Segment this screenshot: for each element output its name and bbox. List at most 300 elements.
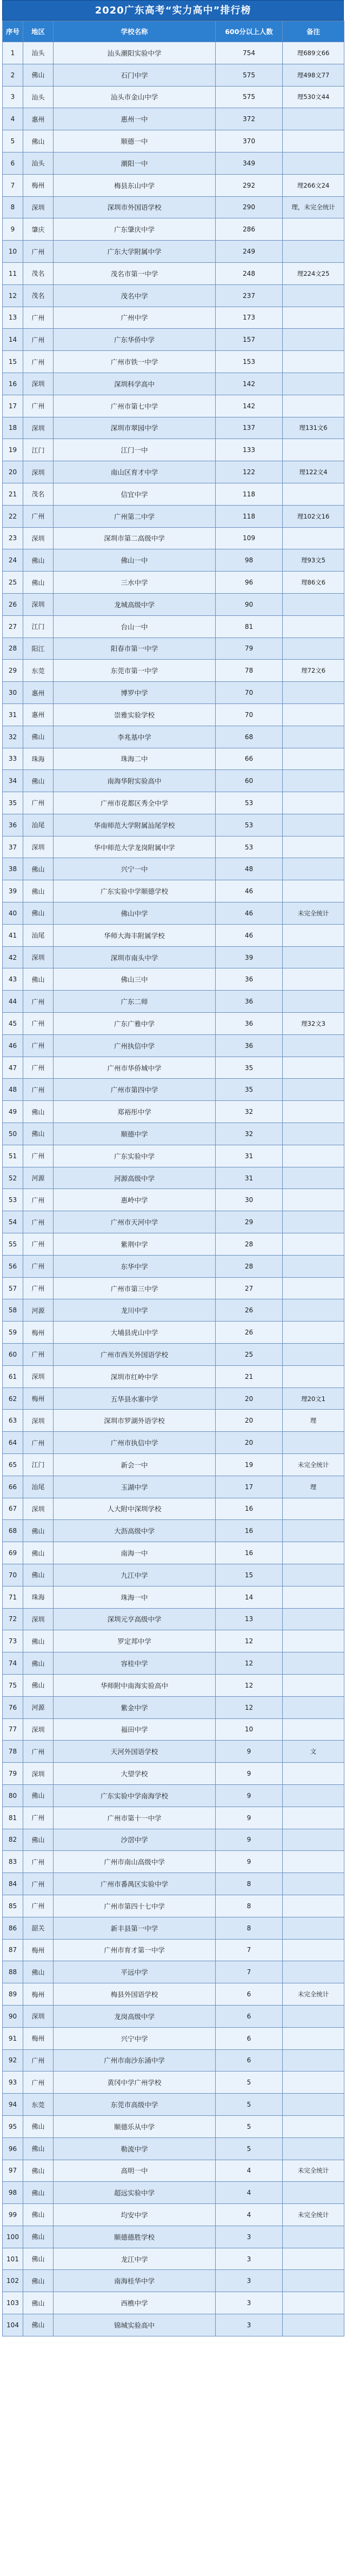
school-cell: 广州市铁一中学 <box>54 351 216 373</box>
table-row <box>3 792 344 814</box>
note-cell <box>283 1652 344 1675</box>
rank-cell: 26 <box>3 593 23 615</box>
note-cell <box>283 130 344 152</box>
school-cell: 华师附中南海实验高中 <box>54 1674 216 1696</box>
count-cell: 31 <box>216 1167 283 1189</box>
ranking-table <box>2 21 344 2336</box>
count-cell: 28 <box>216 1233 283 1256</box>
note-cell <box>283 2248 344 2270</box>
note-cell <box>283 726 344 748</box>
city-cell: 佛山 <box>23 2314 54 2336</box>
school-cell: 广东实验中学顺德学校 <box>54 880 216 902</box>
count-cell: 70 <box>216 682 283 704</box>
rank-cell: 76 <box>3 1696 23 1718</box>
school-cell: 南海华附实验高中 <box>54 770 216 792</box>
city-cell: 深圳 <box>23 1763 54 1785</box>
school-cell: 龙江中学 <box>54 2248 216 2270</box>
rank-cell: 22 <box>3 505 23 527</box>
count-cell: 575 <box>216 64 283 86</box>
note-cell <box>283 373 344 395</box>
table-row <box>3 703 344 726</box>
rank-cell: 7 <box>3 174 23 196</box>
city-cell: 佛山 <box>23 880 54 902</box>
city-cell: 广州 <box>23 1895 54 1917</box>
count-cell: 79 <box>216 638 283 660</box>
city-cell: 广州 <box>23 1807 54 1829</box>
rank-cell: 85 <box>3 1895 23 1917</box>
city-cell: 汕尾 <box>23 814 54 836</box>
school-cell: 顺德乐从中学 <box>54 2115 216 2137</box>
table-row <box>3 307 344 329</box>
count-cell: 142 <box>216 395 283 417</box>
city-cell: 广州 <box>23 1741 54 1763</box>
city-cell: 佛山 <box>23 1542 54 1564</box>
count-cell: 98 <box>216 549 283 572</box>
city-cell: 梅州 <box>23 1387 54 1410</box>
note-cell <box>283 1365 344 1387</box>
rank-cell: 64 <box>3 1432 23 1454</box>
note-cell <box>283 880 344 902</box>
table-row <box>3 1344 344 1366</box>
city-cell: 佛山 <box>23 2204 54 2226</box>
note-cell <box>283 2292 344 2314</box>
note-cell <box>283 1167 344 1189</box>
school-cell: 广州市第七中学 <box>54 395 216 417</box>
city-cell: 佛山 <box>23 726 54 748</box>
rank-cell: 19 <box>3 439 23 461</box>
count-cell: 19 <box>216 1454 283 1476</box>
table-row <box>3 593 344 615</box>
table-row <box>3 527 344 549</box>
count-cell: 9 <box>216 1784 283 1807</box>
table-row <box>3 2049 344 2072</box>
city-cell: 汕头 <box>23 42 54 64</box>
note-cell <box>283 1034 344 1057</box>
table-row <box>3 1145 344 1167</box>
school-cell: 崇雅实验学校 <box>54 703 216 726</box>
rank-cell: 96 <box>3 2137 23 2160</box>
city-cell: 广州 <box>23 2049 54 2072</box>
note-cell <box>283 1211 344 1233</box>
table-header <box>3 21 344 42</box>
table-row <box>3 42 344 64</box>
table-row <box>3 660 344 682</box>
count-cell: 36 <box>216 1034 283 1057</box>
city-cell: 惠州 <box>23 703 54 726</box>
rank-cell: 36 <box>3 814 23 836</box>
school-cell: 新丰县第一中学 <box>54 1917 216 1939</box>
rank-cell: 94 <box>3 2094 23 2116</box>
rank-cell: 41 <box>3 924 23 946</box>
count-cell: 35 <box>216 1079 283 1101</box>
table-row <box>3 1784 344 1807</box>
note-cell <box>283 1586 344 1608</box>
count-cell: 8 <box>216 1917 283 1939</box>
school-cell: 深圳科学高中 <box>54 373 216 395</box>
rank-cell: 49 <box>3 1101 23 1123</box>
count-cell: 575 <box>216 86 283 108</box>
city-cell: 佛山 <box>23 770 54 792</box>
note-cell: 理102文16 <box>283 505 344 527</box>
rank-cell: 86 <box>3 1917 23 1939</box>
table-row <box>3 1696 344 1718</box>
school-cell: 珠海一中 <box>54 1586 216 1608</box>
count-cell: 13 <box>216 1608 283 1630</box>
school-cell: 深圳市罗湖外语学校 <box>54 1410 216 1432</box>
school-cell: 河源高级中学 <box>54 1167 216 1189</box>
school-cell: 台山一中 <box>54 615 216 638</box>
rank-cell: 103 <box>3 2292 23 2314</box>
note-cell <box>283 439 344 461</box>
note-cell <box>283 1763 344 1785</box>
city-cell: 佛山 <box>23 1674 54 1696</box>
rank-cell: 33 <box>3 748 23 770</box>
count-cell: 12 <box>216 1630 283 1652</box>
count-cell: 9 <box>216 1807 283 1829</box>
school-cell: 大望学校 <box>54 1763 216 1785</box>
count-cell: 370 <box>216 130 283 152</box>
table-row <box>3 1542 344 1564</box>
rank-cell: 9 <box>3 218 23 241</box>
city-cell: 深圳 <box>23 1718 54 1741</box>
note-cell <box>283 593 344 615</box>
note-cell <box>283 1718 344 1741</box>
note-cell <box>283 836 344 858</box>
rank-cell: 56 <box>3 1255 23 1277</box>
count-cell: 31 <box>216 1145 283 1167</box>
rank-cell: 39 <box>3 880 23 902</box>
school-cell: 东华中学 <box>54 1255 216 1277</box>
count-cell: 372 <box>216 108 283 130</box>
count-cell: 3 <box>216 2314 283 2336</box>
school-cell: 深圳市红岭中学 <box>54 1365 216 1387</box>
rank-cell: 17 <box>3 395 23 417</box>
table-row <box>3 284 344 307</box>
count-cell: 133 <box>216 439 283 461</box>
table-row <box>3 1233 344 1256</box>
city-cell: 东莞 <box>23 2094 54 2116</box>
rank-cell: 31 <box>3 703 23 726</box>
city-cell: 佛山 <box>23 1829 54 1851</box>
rank-cell: 54 <box>3 1211 23 1233</box>
city-cell: 佛山 <box>23 1520 54 1542</box>
city-cell: 佛山 <box>23 2248 54 2270</box>
table-row <box>3 2137 344 2160</box>
rank-cell: 35 <box>3 792 23 814</box>
school-cell: 沙滘中学 <box>54 1829 216 1851</box>
rank-cell: 21 <box>3 483 23 505</box>
city-cell: 惠州 <box>23 682 54 704</box>
school-cell: 广州市第三中学 <box>54 1277 216 1299</box>
school-cell: 兴宁一中 <box>54 858 216 880</box>
rank-cell: 6 <box>3 152 23 174</box>
table-row <box>3 924 344 946</box>
table-row <box>3 1079 344 1101</box>
table-row <box>3 1365 344 1387</box>
rank-cell: 3 <box>3 86 23 108</box>
table-row <box>3 1277 344 1299</box>
school-cell: 汕头潮阳实验中学 <box>54 42 216 64</box>
count-cell: 3 <box>216 2248 283 2270</box>
city-cell: 佛山 <box>23 1101 54 1123</box>
count-cell: 66 <box>216 748 283 770</box>
note-cell: 理20文1 <box>283 1387 344 1410</box>
table-row <box>3 351 344 373</box>
count-cell: 8 <box>216 1873 283 1895</box>
count-cell: 36 <box>216 991 283 1013</box>
school-cell: 广州市第十一中学 <box>54 1807 216 1829</box>
school-cell: 潮阳一中 <box>54 152 216 174</box>
table-row <box>3 902 344 925</box>
table-row <box>3 108 344 130</box>
count-cell: 118 <box>216 483 283 505</box>
school-cell: 华南师范大学附属汕尾学校 <box>54 814 216 836</box>
city-cell: 深圳 <box>23 196 54 218</box>
table-row <box>3 1410 344 1432</box>
count-cell: 7 <box>216 1961 283 1983</box>
city-cell: 广州 <box>23 395 54 417</box>
city-cell: 茂名 <box>23 483 54 505</box>
rank-cell: 104 <box>3 2314 23 2336</box>
table-row <box>3 1763 344 1785</box>
city-cell: 惠州 <box>23 108 54 130</box>
city-cell: 东莞 <box>23 660 54 682</box>
table-row <box>3 1057 344 1079</box>
count-cell: 249 <box>216 241 283 263</box>
table-row <box>3 152 344 174</box>
rank-cell: 14 <box>3 329 23 351</box>
count-cell: 137 <box>216 417 283 439</box>
note-cell: 未完全统计 <box>283 1983 344 2006</box>
rank-cell: 75 <box>3 1674 23 1696</box>
count-cell: 3 <box>216 2292 283 2314</box>
table-row <box>3 1476 344 1498</box>
note-cell <box>283 770 344 792</box>
note-cell <box>283 1432 344 1454</box>
school-cell: 九江中学 <box>54 1564 216 1586</box>
rank-cell: 38 <box>3 858 23 880</box>
school-cell: 石门中学 <box>54 64 216 86</box>
school-cell: 汕头市金山中学 <box>54 86 216 108</box>
count-cell: 53 <box>216 836 283 858</box>
rank-cell: 25 <box>3 572 23 594</box>
table-row <box>3 2115 344 2137</box>
city-cell: 梅州 <box>23 1939 54 1961</box>
note-cell <box>283 2115 344 2137</box>
city-cell: 江门 <box>23 1454 54 1476</box>
count-cell: 6 <box>216 2027 283 2049</box>
count-cell: 70 <box>216 703 283 726</box>
table-row <box>3 1807 344 1829</box>
rank-cell: 72 <box>3 1608 23 1630</box>
table-row <box>3 1520 344 1542</box>
rank-cell: 93 <box>3 2072 23 2094</box>
city-cell: 佛山 <box>23 858 54 880</box>
count-cell: 4 <box>216 2160 283 2182</box>
rank-cell: 69 <box>3 1542 23 1564</box>
city-cell: 佛山 <box>23 1123 54 1145</box>
count-cell: 20 <box>216 1432 283 1454</box>
table-row <box>3 1983 344 2006</box>
count-cell: 122 <box>216 461 283 483</box>
city-cell: 珠海 <box>23 1586 54 1608</box>
count-cell: 20 <box>216 1410 283 1432</box>
school-cell: 黄冈中学广州学校 <box>54 2072 216 2094</box>
school-cell: 东莞市第一中学 <box>54 660 216 682</box>
note-cell <box>283 218 344 241</box>
note-cell <box>283 2182 344 2204</box>
count-cell: 9 <box>216 1851 283 1873</box>
note-cell <box>283 1784 344 1807</box>
table-row <box>3 1322 344 1344</box>
city-cell: 深圳 <box>23 946 54 968</box>
count-cell: 6 <box>216 1983 283 2006</box>
school-cell: 深圳市南头中学 <box>54 946 216 968</box>
school-cell: 广州市南沙东涌中学 <box>54 2049 216 2072</box>
note-cell <box>283 1101 344 1123</box>
note-cell <box>283 1057 344 1079</box>
table-row <box>3 2292 344 2314</box>
count-cell: 27 <box>216 1277 283 1299</box>
table-row <box>3 1189 344 1211</box>
note-cell <box>283 241 344 263</box>
count-cell: 109 <box>216 527 283 549</box>
city-cell: 佛山 <box>23 2115 54 2137</box>
school-cell: 佛山一中 <box>54 549 216 572</box>
note-cell <box>283 638 344 660</box>
city-cell: 广州 <box>23 307 54 329</box>
note-cell <box>283 2314 344 2336</box>
city-cell: 汕头 <box>23 86 54 108</box>
city-cell: 佛山 <box>23 2270 54 2292</box>
city-cell: 广州 <box>23 241 54 263</box>
school-cell: 梅县东山中学 <box>54 174 216 196</box>
school-cell: 容桂中学 <box>54 1652 216 1675</box>
table-row <box>3 196 344 218</box>
table-row <box>3 1101 344 1123</box>
table-row <box>3 1299 344 1322</box>
header-note: 备注 <box>283 21 344 42</box>
count-cell: 118 <box>216 505 283 527</box>
note-cell <box>283 748 344 770</box>
count-cell: 28 <box>216 1255 283 1277</box>
table-row <box>3 2270 344 2292</box>
note-cell <box>283 1233 344 1256</box>
city-cell: 广州 <box>23 1255 54 1277</box>
school-cell: 紫金中学 <box>54 1696 216 1718</box>
school-cell: 平远中学 <box>54 1961 216 1983</box>
rank-cell: 77 <box>3 1718 23 1741</box>
rank-cell: 37 <box>3 836 23 858</box>
city-cell: 汕尾 <box>23 924 54 946</box>
rank-cell: 79 <box>3 1763 23 1785</box>
note-cell <box>283 1564 344 1586</box>
city-cell: 佛山 <box>23 902 54 925</box>
table-row <box>3 1454 344 1476</box>
table-row <box>3 505 344 527</box>
header-rank: 序号 <box>3 21 23 42</box>
table-row <box>3 1498 344 1520</box>
header-city: 地区 <box>23 21 54 42</box>
count-cell: 290 <box>216 196 283 218</box>
rank-cell: 74 <box>3 1652 23 1675</box>
school-cell: 广东二师 <box>54 991 216 1013</box>
city-cell: 佛山 <box>23 1652 54 1675</box>
table-row <box>3 1652 344 1675</box>
table-body <box>3 42 344 2336</box>
count-cell: 3 <box>216 2226 283 2248</box>
city-cell: 江门 <box>23 439 54 461</box>
count-cell: 36 <box>216 968 283 991</box>
table-row <box>3 1873 344 1895</box>
note-cell <box>283 2027 344 2049</box>
count-cell: 237 <box>216 284 283 307</box>
table-row <box>3 748 344 770</box>
count-cell: 12 <box>216 1674 283 1696</box>
city-cell: 佛山 <box>23 549 54 572</box>
city-cell: 佛山 <box>23 572 54 594</box>
count-cell: 96 <box>216 572 283 594</box>
table-row <box>3 1917 344 1939</box>
count-cell: 29 <box>216 1211 283 1233</box>
school-cell: 广州市南山高级中学 <box>54 1851 216 1873</box>
city-cell: 深圳 <box>23 527 54 549</box>
table-row <box>3 549 344 572</box>
city-cell: 广州 <box>23 1277 54 1299</box>
rank-cell: 82 <box>3 1829 23 1851</box>
table-row <box>3 615 344 638</box>
count-cell: 16 <box>216 1520 283 1542</box>
count-cell: 4 <box>216 2204 283 2226</box>
header-school: 学校名称 <box>54 21 216 42</box>
rank-cell: 28 <box>3 638 23 660</box>
note-cell <box>283 703 344 726</box>
rank-cell: 60 <box>3 1344 23 1366</box>
city-cell: 深圳 <box>23 417 54 439</box>
table-row <box>3 1387 344 1410</box>
table-row <box>3 1564 344 1586</box>
school-cell: 广东广雅中学 <box>54 1013 216 1035</box>
count-cell: 9 <box>216 1829 283 1851</box>
rank-cell: 71 <box>3 1586 23 1608</box>
table-row <box>3 2226 344 2248</box>
city-cell: 广州 <box>23 329 54 351</box>
school-cell: 深圳市翠园中学 <box>54 417 216 439</box>
city-cell: 深圳 <box>23 836 54 858</box>
count-cell: 6 <box>216 2049 283 2072</box>
rank-cell: 10 <box>3 241 23 263</box>
school-cell: 广州市番禺区实验中学 <box>54 1873 216 1895</box>
school-cell: 广东肇庆中学 <box>54 218 216 241</box>
note-cell <box>283 615 344 638</box>
city-cell: 汕尾 <box>23 1476 54 1498</box>
school-cell: 均安中学 <box>54 2204 216 2226</box>
city-cell: 佛山 <box>23 2160 54 2182</box>
count-cell: 17 <box>216 1476 283 1498</box>
rank-cell: 13 <box>3 307 23 329</box>
rank-cell: 70 <box>3 1564 23 1586</box>
note-cell: 理93文5 <box>283 549 344 572</box>
table-row <box>3 770 344 792</box>
rank-cell: 87 <box>3 1939 23 1961</box>
note-cell: 理266文24 <box>283 174 344 196</box>
table-row <box>3 814 344 836</box>
count-cell: 754 <box>216 42 283 64</box>
school-cell: 阳春市第一中学 <box>54 638 216 660</box>
rank-cell: 42 <box>3 946 23 968</box>
table-row <box>3 2314 344 2336</box>
rank-cell: 16 <box>3 373 23 395</box>
